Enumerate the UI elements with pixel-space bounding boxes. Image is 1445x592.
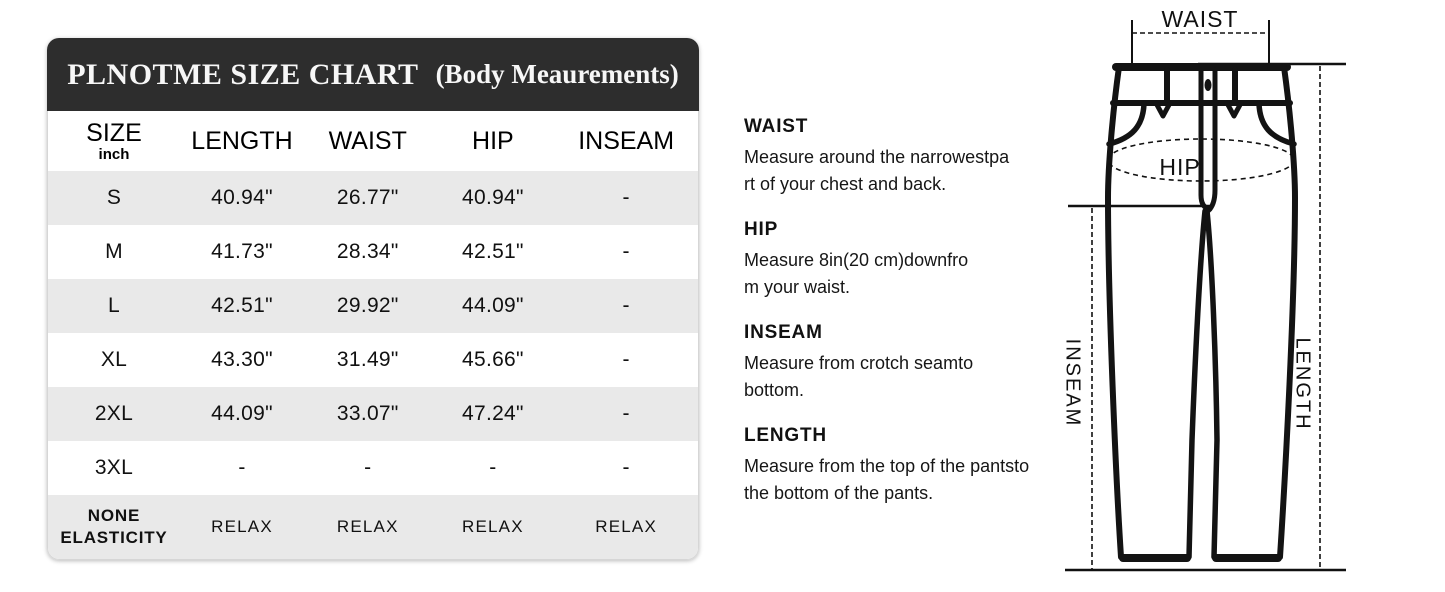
description-heading: LENGTH (744, 425, 827, 446)
length-diagram-label: LENGTH (1291, 337, 1314, 431)
description-line: Measure from the top of the pantsto (744, 456, 1030, 476)
description-line: Measure 8in(20 cm)downfro (744, 250, 969, 270)
description-line: rt of your chest and back. (744, 174, 947, 194)
button (1205, 79, 1212, 91)
table-cell: 43.30" (211, 348, 273, 371)
table-cell: 33.07" (336, 402, 399, 425)
column-header-label: INSEAM (578, 126, 675, 155)
table-row (48, 225, 698, 279)
inner-seam-left (1189, 211, 1205, 557)
description-line: m your waist. (744, 277, 851, 297)
table-row (48, 279, 698, 333)
inseam-diagram-label: INSEAM (1061, 338, 1084, 428)
size-label: M (105, 240, 123, 263)
column-header (180, 128, 304, 154)
table-cell: - (364, 456, 372, 479)
measurement-description (744, 219, 1074, 301)
description-line: Measure from crotch seamto (744, 353, 974, 373)
pants-diagram (1050, 0, 1445, 592)
column-header-label: LENGTH (191, 126, 293, 155)
hip-diagram-label: HIP (1159, 154, 1201, 180)
table-cell: 41.73" (211, 240, 273, 263)
table-cell (48, 505, 180, 549)
size-label: XL (100, 348, 128, 371)
size-label: S (106, 186, 122, 209)
table-cell (48, 348, 180, 372)
column-header (554, 128, 698, 154)
table-cell: RELAX (595, 517, 657, 536)
table-cell (48, 456, 180, 480)
table-cell: 31.49" (336, 348, 399, 371)
table-body (48, 171, 698, 559)
table-cell (48, 294, 180, 318)
table-cell: 29.92" (336, 294, 399, 317)
description-heading: HIP (744, 219, 779, 240)
size-chart-panel (47, 38, 699, 560)
table-cell: 28.34" (336, 240, 399, 263)
table-cell: - (622, 294, 630, 317)
table-row (48, 387, 698, 441)
column-header-label: WAIST (328, 126, 407, 155)
chart-title: PLNOTME SIZE CHART (67, 57, 419, 91)
table-cell: - (622, 402, 630, 425)
table-cell: 45.66" (461, 348, 524, 371)
description-line: Measure around the narrowestpa (744, 147, 1010, 167)
table-cell: - (238, 456, 246, 479)
table-cell (48, 240, 180, 264)
table-cell: RELAX (211, 517, 273, 536)
column-header-label: HIP (472, 126, 514, 155)
waist-diagram-label: WAIST (1161, 6, 1239, 32)
table-cell: 40.94" (461, 186, 524, 209)
description-heading: INSEAM (744, 322, 823, 343)
size-label: L (107, 294, 120, 317)
table-row (48, 495, 698, 559)
description-line: the bottom of the pants. (744, 483, 934, 503)
table-row (48, 333, 698, 387)
chart-header (47, 38, 699, 111)
measurement-description (744, 425, 1074, 507)
column-header (304, 128, 431, 154)
table-cell (48, 402, 180, 426)
table-row (48, 171, 698, 225)
table-cell: - (622, 240, 630, 263)
size-label: 3XL (94, 456, 134, 479)
size-label: 2XL (94, 402, 134, 425)
fly-right (1208, 70, 1215, 211)
table-cell: 40.94" (211, 186, 273, 209)
table-row (48, 441, 698, 495)
column-header (48, 120, 180, 163)
table-cell: - (622, 348, 630, 371)
column-header-label: SIZE (86, 118, 142, 147)
column-header (431, 128, 554, 154)
pants-outline (1108, 67, 1295, 558)
table-cell: 47.24" (461, 402, 524, 425)
size-unit: inch (98, 145, 130, 163)
description-line: bottom. (744, 380, 805, 400)
table-cell: 44.09" (461, 294, 524, 317)
table-cell: 44.09" (211, 402, 273, 425)
inner-seam-right (1207, 211, 1217, 557)
chart-body (47, 111, 699, 560)
table-cell: 42.51" (211, 294, 273, 317)
description-heading: WAIST (744, 116, 809, 137)
table-cell: RELAX (336, 517, 399, 536)
column-header-row (48, 111, 698, 171)
table-cell (48, 186, 180, 210)
size-label: NONE ELASTICITY (60, 506, 168, 547)
table-cell: - (622, 186, 630, 209)
chart-subtitle: (Body Meaurements) (435, 59, 679, 89)
measurement-description (744, 116, 1074, 198)
table-cell: 42.51" (461, 240, 524, 263)
table-cell: - (489, 456, 497, 479)
table-cell: RELAX (462, 517, 524, 536)
measurement-description (744, 322, 1074, 404)
table-cell: 26.77" (336, 186, 399, 209)
table-cell: - (622, 456, 630, 479)
measurement-descriptions (744, 116, 1074, 528)
